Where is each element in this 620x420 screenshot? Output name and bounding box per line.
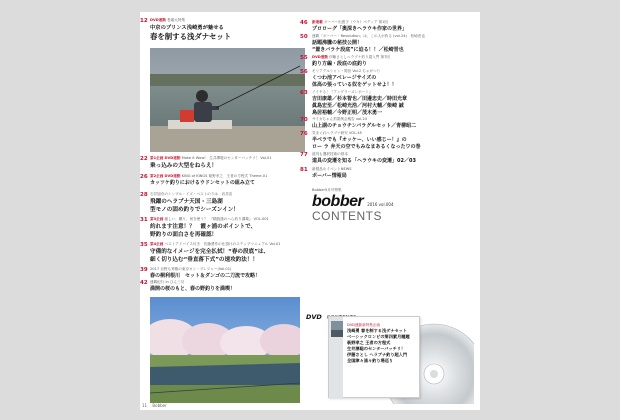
entry-left-1[interactable] [140,156,310,169]
kicker: サイカちゃん釣果例会報告 vol.24 [312,117,367,121]
entry-right-2[interactable] [300,55,468,67]
kicker: Make it Wow! 生井澤聡のセンターバッチリ！ Vol.01 [181,156,272,160]
angler-line: 吉田康雄／杉本智也／田邊忠史／時田光章 [312,96,408,102]
kicker: 巻頭大特集 [167,18,186,22]
entry-title: くつわ池アベレージサイズの [312,75,377,81]
angler-line: 眞島宏至／松崎光浩／河村大輔／柴崎 誠 [312,103,404,109]
entry-right-1[interactable] [300,34,468,53]
entry-left-0[interactable] [140,18,310,42]
entry-left-4[interactable] [140,217,310,238]
entry-title: 飛躍のヘラブナ天国・三島湖 [150,199,223,205]
cherry-blossom-photo [150,297,300,403]
dvd-line: 浅崎勇 春を制する浅ダナセット [347,328,408,333]
entry-title: 釣り方編・段底の底釣り [312,61,368,67]
kicker: イイヤる！『アングラーズレポート』 [312,90,373,94]
kicker-tag: DVD連動 [312,55,328,59]
entry-title: 話題沸騰の秘技公開！ [312,40,363,46]
entry-title: プロローグ「奥深きヘラウキ作家の世界」 [312,26,408,32]
kicker-tag: 第1企画 DVD連動 [150,156,181,160]
entry-title-2: 野釣りの面白さを再確認！ [150,232,218,238]
kicker: 2017 目野も秀雄の東京オン・プレジャー(Vol.01) [150,267,232,271]
entry-right-3[interactable] [300,69,468,88]
feature-photo [150,48,305,152]
footer [142,403,167,408]
entry-title: カッツケ釣りにおけるウドンセットの組み立て [150,180,255,186]
dvd-line: 萩野孝之 王者の方程式 [347,340,391,345]
footer-brand: Bobber [152,403,167,408]
entry-title: 春の桐利根川 セット＆ダンゴの二刀流で攻略！ [150,273,261,279]
kicker: 道具も選択技術の基本 [312,152,348,156]
kicker: ボーバー出張子（ウキ）ペディア 第1回 [323,20,388,24]
page-number: 35 [140,242,148,248]
contents-page [140,12,480,410]
dvd-line: DVD連動新特集企画 [347,323,381,327]
entry-left-2[interactable] [140,174,310,186]
page-number: 26 [140,174,148,180]
dvd-line: 伊藤さとし ヘラブナ釣り超入門 [347,352,408,357]
page-number: 46 [300,20,308,26]
page-number: 42 [140,280,148,286]
kicker: 新製品＆イベントNEWS [312,167,352,171]
page-number: 56 [300,69,308,75]
kicker: KING of KINGS 萩野孝之 王者の方程式 Theme.01 [181,174,268,178]
dvd-line: 全国津々浦々釣り場巡り [347,358,394,363]
kicker: モリアデルシャン・岡田 Vol.2 ちゃがつり [312,69,381,73]
entry-title-2: 体高の張っている奴をゲットせよ！！ [312,82,397,88]
entry-subtitle: 中京のプリンス浅崎勇が魅せる [150,25,224,31]
page-number: 39 [140,267,148,273]
bobber-logo: bobber [312,193,364,210]
kicker-tag: DVD連動 [150,18,166,22]
issue-line: Bobber5月号特集 [312,188,342,192]
entry-title: 道具の変遷を知る「ヘラウキの変遷」02／03 [312,158,416,164]
page-number: 63 [300,90,308,96]
page-number: 76 [300,131,308,137]
page-number: 31 [140,217,148,223]
entry-left-6[interactable] [140,267,310,279]
kicker-tag: 第2企画 DVD連動 [150,174,181,178]
dvd-title-a: DVD [306,313,322,321]
entry-right-0[interactable] [300,20,468,32]
entry-left-5[interactable] [140,242,310,263]
volume-label: 2016 vol.004 [367,202,394,207]
page-number: 50 [300,34,308,40]
entry-right-5[interactable] [300,117,468,129]
dvd-line: 生井澤聡のセンターバッチリ！ [347,346,406,351]
page-number: 55 [300,55,308,61]
kicker: 石井旭舟のシンプル・イズ・ベストのりは 岩井渓 [150,192,233,196]
kicker: 伊藤さとしへラブナ釣り超入門 第7回 [329,55,391,59]
kicker: 厳しい、難り、何を使う？ 『精鋭連のへら釣り講義』 VOL.001 [164,217,269,221]
entry-title-2: “置きバラケ段底”に迫る！！／松崎晋也 [312,47,404,53]
entry-left-7[interactable] [140,280,310,292]
page-number: 28 [140,192,148,198]
kicker: ベストアドバイス付き 佐藤勇作の仕掛けのステップマニュアル Vol.01 [164,242,281,246]
page-number: 77 [300,152,308,158]
kicker-tag: 第3企画 [150,217,164,221]
entry-title-2: ロー ラ 弁天の空でもみなまあるくなったワの巻 [312,144,421,150]
entry-title: ボーバー情報局 [312,173,347,179]
page-number: 81 [300,167,308,173]
kicker-tag: 第4企画 [150,242,164,246]
contents-heading: CONTENTS [312,209,382,223]
page-number: 70 [300,117,308,123]
page-number: 22 [140,156,148,162]
page-number: 12 [140,18,148,24]
entry-title: 山上湖のチョウチンバラグルセット／青柳昭二 [312,123,417,129]
dvd-contents [306,304,476,404]
kicker: 連載紀行 in ひん三川 [150,280,185,284]
entry-title: 半ベラでも『オッケー、いい感じー！』の [312,137,407,143]
kicker: 連載「ボーバー・Revolution」は、この人が釣る (vol.24) 松崎晋也 [312,34,425,38]
entry-title: 約れます注意！？ 霞ヶ浦のボイントで、 [150,224,257,230]
entry-title: 守備的なイメージを完全払拭！“春の段底”は、 [150,249,270,255]
dvd-sleeve [328,316,420,398]
entry-right-8[interactable] [300,167,468,179]
entry-left-3[interactable] [140,192,310,213]
angler-line: 鳥居裕輔／今野正明／茂木勇一 [312,110,383,116]
dvd-line: ベーシックロンビの第四素月題題 [347,334,410,339]
entry-title: 満開の桜のもと、春の野釣りを満喫！ [150,286,236,292]
dvd-cover-photo [331,321,343,337]
entry-title: 春を制する浅ダナセット [150,32,232,41]
entry-right-4[interactable] [300,90,468,116]
entry-title-2: 型モノの固め釣りでシーズンイン！ [150,207,239,213]
kicker-tag: 新連載 [312,20,323,24]
entry-title: 乗っ込みの大型をねらえ！ [150,163,218,169]
entry-right-6[interactable] [300,131,468,150]
entry-title-2: 細く切り込む“垂直落下式”の速攻釣法！！ [150,257,259,263]
folio-number: 11 [142,403,148,408]
kicker: 気まぐれヘラブナ研究 VOL.45 [312,131,362,135]
masthead [312,188,462,223]
entry-right-7[interactable] [300,152,468,164]
